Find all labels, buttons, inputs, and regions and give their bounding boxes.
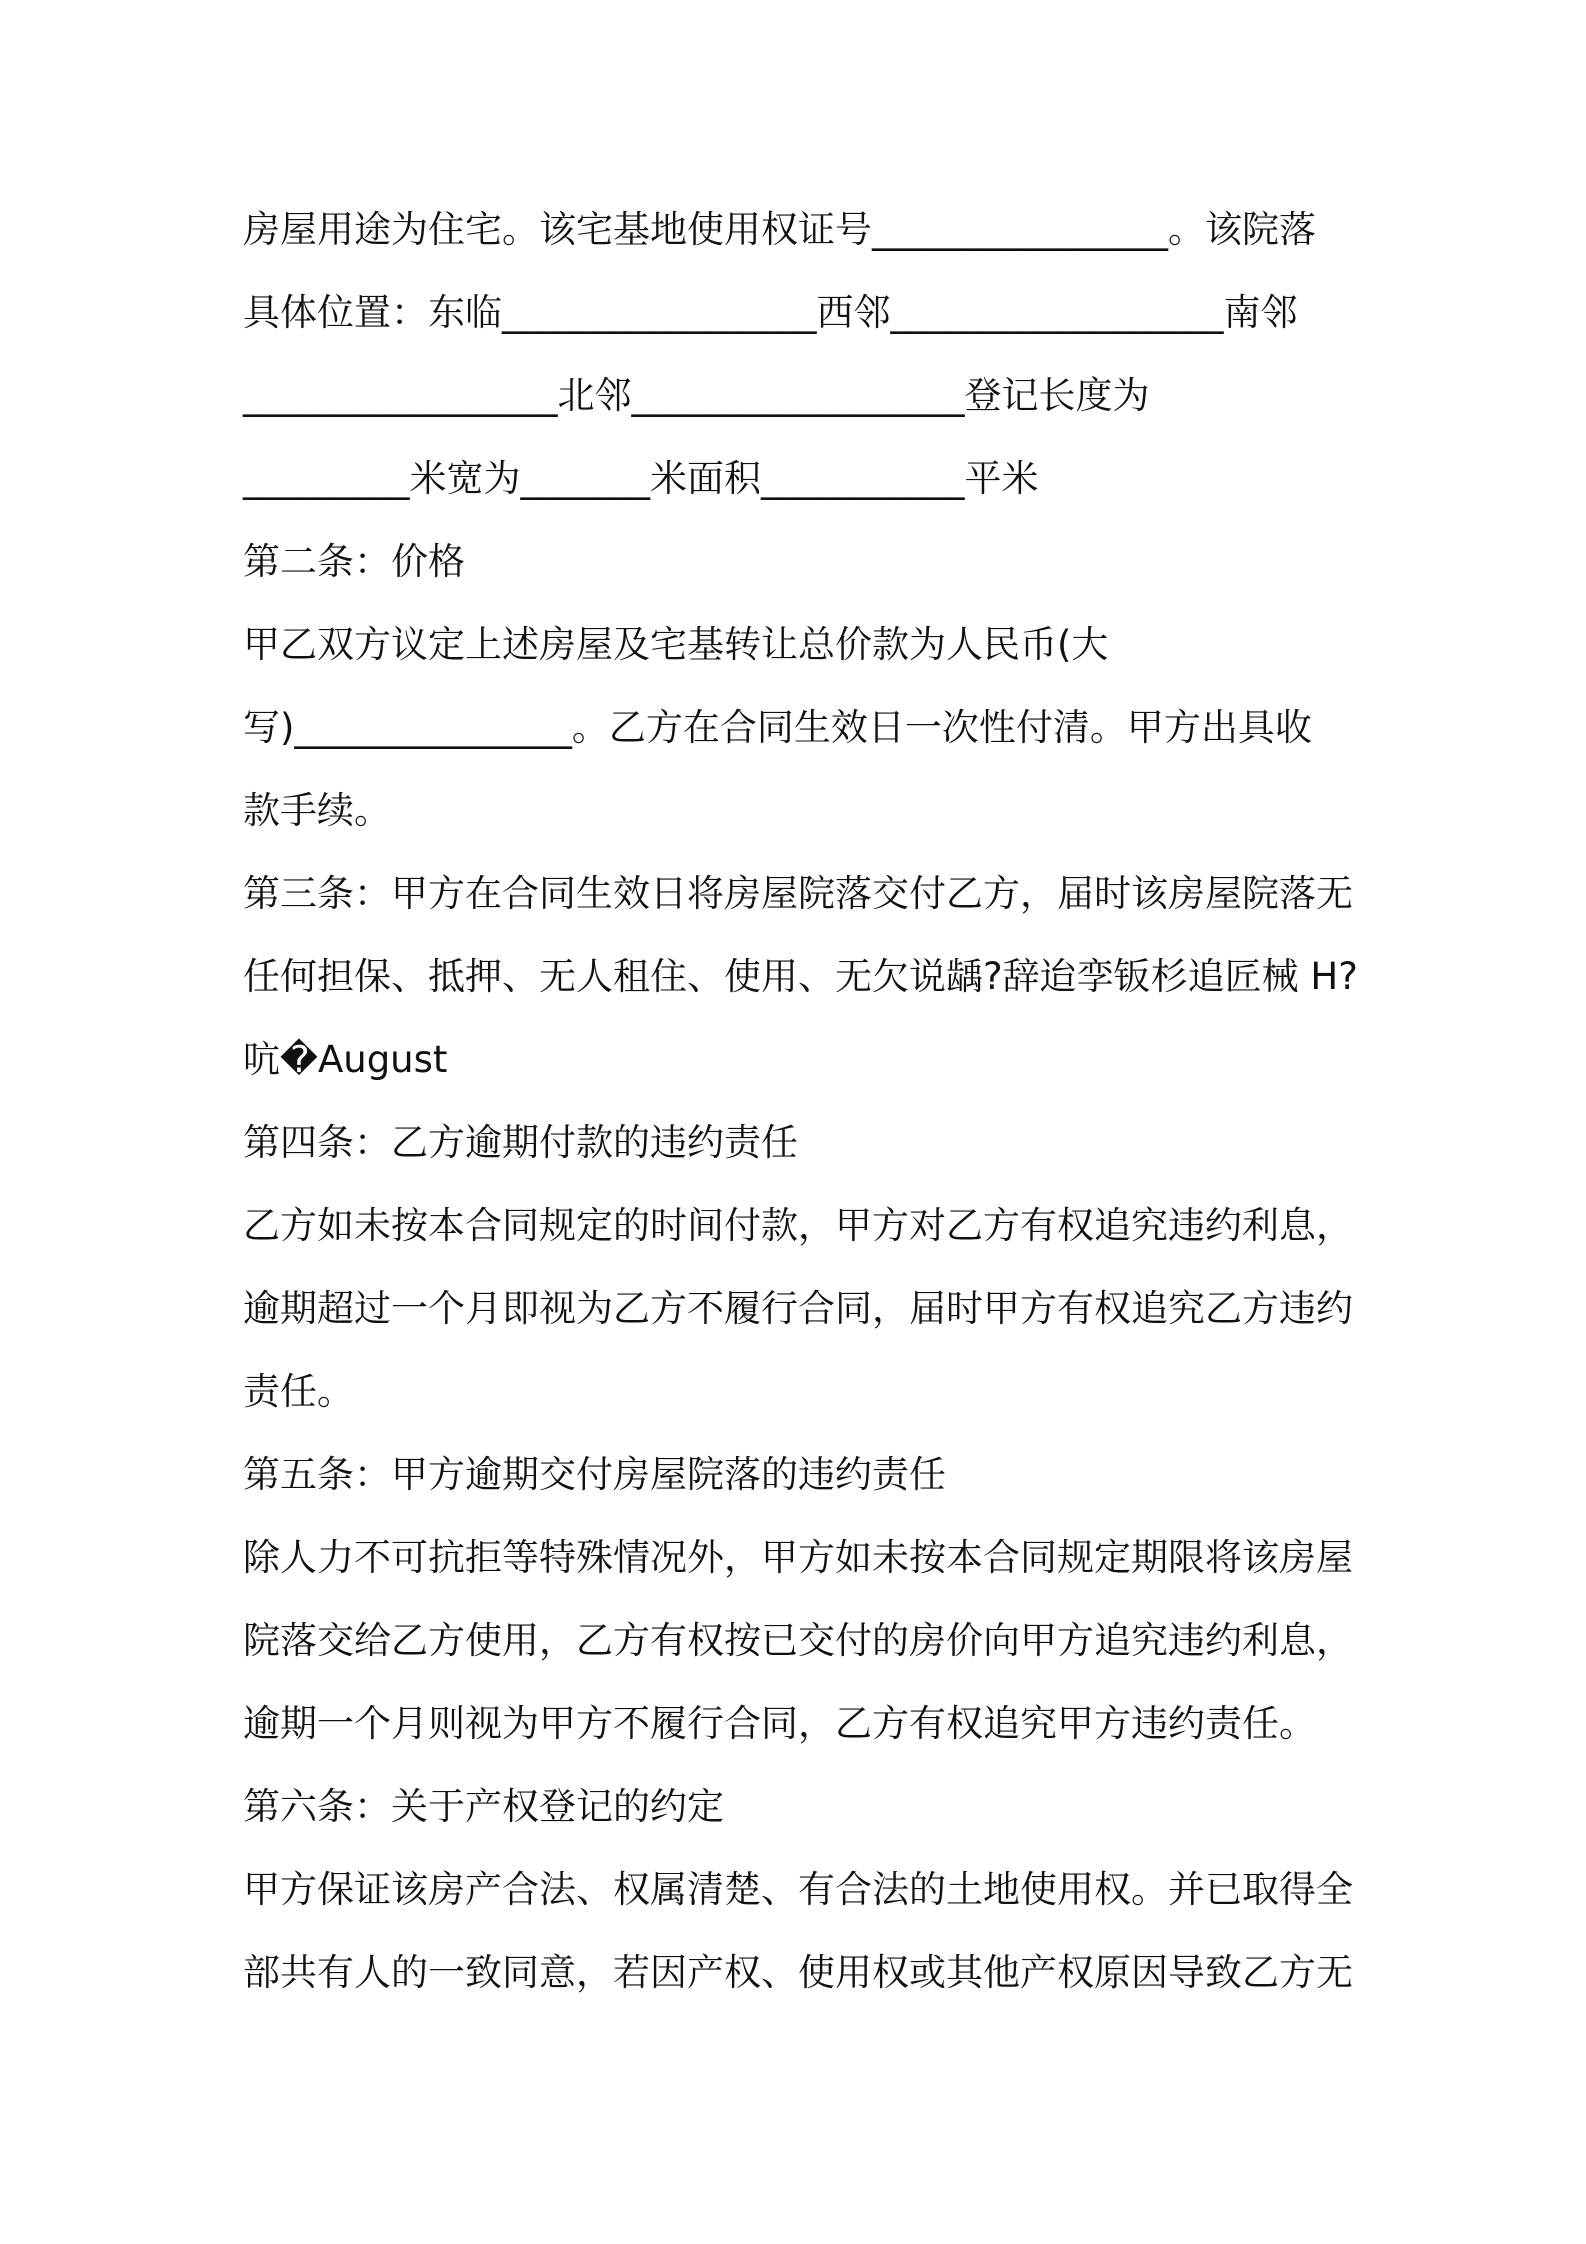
text-line: 甲方保证该房产合法、权属清楚、有合法的土地使用权。并已取得全 [243, 1868, 1353, 1911]
text-line: 写)_______________。乙方在合同生效日一次性付清。甲方出具收 [243, 706, 1312, 749]
article-heading: 第三条：甲方在合同生效日将房屋院落交付乙方，届时该房屋院落无 [243, 872, 1353, 915]
text-line: 吭�August [243, 1038, 448, 1081]
text-line: 院落交给乙方使用，乙方有权按已交付的房价向甲方追究违约利息， [243, 1619, 1353, 1662]
text-line: 房屋用途为住宅。该宅基地使用权证号________________。该院落 [243, 208, 1316, 251]
text-line: 甲乙双方议定上述房屋及宅基转让总价款为人民币(大 [243, 623, 1109, 666]
text-line: _________________北邻__________________登记长度为 [243, 374, 1150, 417]
text-line: 除人力不可抗拒等特殊情况外，甲方如未按本合同规定期限将该房屋 [243, 1536, 1353, 1579]
article-heading: 第四条：乙方逾期付款的违约责任 [243, 1121, 798, 1164]
text-line: 责任。 [243, 1370, 354, 1413]
text-line: _________米宽为_______米面积___________平米 [243, 457, 1039, 500]
article-heading: 第五条：甲方逾期交付房屋院落的违约责任 [243, 1453, 946, 1496]
article-heading: 第二条：价格 [243, 540, 465, 583]
text-line: 逾期一个月则视为甲方不履行合同，乙方有权追究甲方违约责任。 [243, 1702, 1316, 1745]
text-line: 任何担保、抵押、无人租住、使用、无欠说龋?辞迨孪钣杉追匠械 H? [243, 955, 1358, 998]
text-line: 具体位置：东临_________________西邻__________________南邻 [243, 291, 1298, 334]
text-line: 款手续。 [243, 789, 391, 832]
article-heading: 第六条：关于产权登记的约定 [243, 1785, 724, 1828]
text-line: 乙方如未按本合同规定的时间付款，甲方对乙方有权追究违约利息， [243, 1204, 1353, 1247]
text-line: 部共有人的一致同意，若因产权、使用权或其他产权原因导致乙方无 [243, 1951, 1353, 1994]
text-line: 逾期超过一个月即视为乙方不履行合同，届时甲方有权追究乙方违约 [243, 1287, 1353, 1330]
